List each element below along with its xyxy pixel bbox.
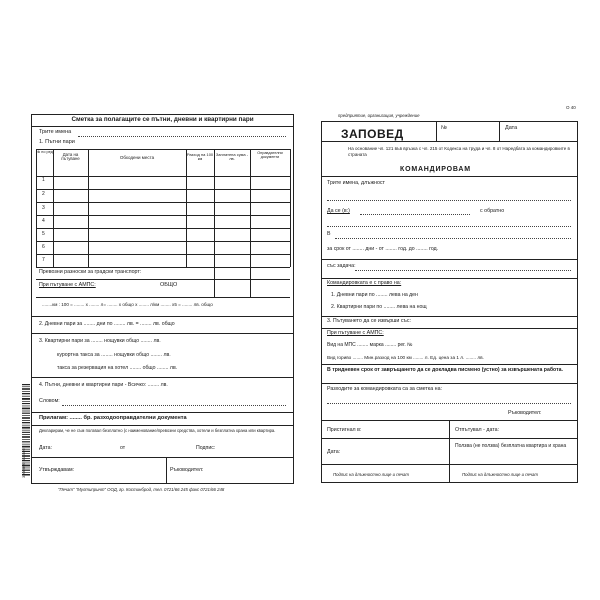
legal-basis: На основание чл. 121 във връзка с чл. 215 от Кодекса на труда и чл. 8 от Наредбата за командировките в страната xyxy=(348,146,570,157)
destination-line[interactable] xyxy=(360,214,470,215)
place-label: В xyxy=(327,231,331,237)
divider xyxy=(321,328,578,329)
row-number: 3 xyxy=(42,205,45,211)
divider xyxy=(36,279,290,280)
daily-allowance-line: 1. Дневни пари по ........ лева на ден xyxy=(331,292,418,298)
official-signature-label-2: Подпис на длъжностно лице и печат xyxy=(462,472,538,477)
row-number: 1 xyxy=(42,177,45,183)
daily-money-line: 2. Дневни пари за ........ дни по ........ лв. = ........ лв. общо xyxy=(39,321,175,327)
date-label: Дата: xyxy=(39,445,52,451)
row-number: 4 xyxy=(42,218,45,224)
order-title: ЗАПОВЕД xyxy=(341,127,404,141)
report-instruction: В тридневен срок от завръщането да се докладва писмено (устно) за извършената работа. xyxy=(327,367,563,373)
destination-label: Да се (в:) xyxy=(327,208,350,214)
order-number-label: № xyxy=(441,125,447,131)
col-header-no: № по ред xyxy=(36,150,53,154)
col-header-used: Заплатена сума - лв. xyxy=(215,152,249,161)
col-header-date: Дата на пътуване xyxy=(61,152,80,162)
form-code: О 40 xyxy=(566,105,576,110)
divider xyxy=(31,333,294,334)
table-row[interactable] xyxy=(36,215,290,216)
names-line[interactable] xyxy=(78,136,286,137)
divider xyxy=(321,438,578,439)
ampc-label-right: При пътуване с АМПС: xyxy=(327,330,384,336)
row-number: 2 xyxy=(42,191,45,197)
entitlements-label: Командировката е с право на: xyxy=(327,280,402,286)
table-row[interactable] xyxy=(36,267,290,268)
expenses-line[interactable] xyxy=(327,403,571,404)
purpose-line[interactable] xyxy=(327,226,571,227)
free-lodging-label: Ползва (не ползва) безплатна квартира и храна xyxy=(455,443,567,449)
col-divider xyxy=(499,121,500,141)
task-line[interactable] xyxy=(355,270,571,271)
attachments-line: Прилагам: ........ бр. разходооправдателни документа xyxy=(39,415,187,421)
col-divider xyxy=(186,149,187,267)
transport-label: Превозни разноски за градски транспорт: xyxy=(39,269,142,275)
resort-tax-line: курортна такса за ........ нощувки общо ........ лв. xyxy=(57,352,171,358)
manager-label: Ръководител: xyxy=(170,467,204,473)
col-header-places: Обходени места xyxy=(119,155,155,160)
table-row[interactable] xyxy=(36,202,290,203)
divider xyxy=(321,278,578,279)
total-all-line: 4. Пътни, дневни и квартирни пари - Всичко: ........ лв. xyxy=(39,382,168,388)
declaration-text: Декларирам, че не съм ползвал безплатно (с наименование/превозни средства, хотели и безплатна храна или квартира. xyxy=(39,428,276,433)
signature-label: Подпис: xyxy=(196,445,216,451)
task-label: със задача: xyxy=(327,263,356,269)
ampc-label: При пътуване с АМПС: xyxy=(39,282,96,288)
place-line[interactable] xyxy=(335,238,571,239)
table-row[interactable] xyxy=(36,254,290,255)
names-label: Трите имена xyxy=(39,129,72,135)
col-divider xyxy=(436,121,437,141)
names-position-label: Трите имена, длъжност xyxy=(327,180,385,186)
divider xyxy=(31,425,294,426)
fuel-line: Вид гориво ........ Мин.разход на 100 км ........ л. Ед. цена за 1 л. ........ лв. xyxy=(327,355,484,360)
col-header-cost: Разход на 100 км xyxy=(186,152,214,161)
printer-footer: "Печат" "Мултипринт" ООД, гр. Костинброд, тел. 0721/66 245 факс 0721/66 248 xyxy=(58,487,225,492)
travel-money-heading: 1. Пътни пари xyxy=(39,139,75,145)
col-divider xyxy=(214,149,215,297)
header-bottom xyxy=(36,176,290,177)
in-words-line[interactable] xyxy=(62,405,286,406)
in-words-label: Словом: xyxy=(39,398,60,404)
row-number: 7 xyxy=(42,257,45,263)
col-divider xyxy=(290,149,291,267)
transport-mode-label: 3. Пътуването да се извърши със: xyxy=(327,318,411,324)
lodging-line: 3. Квартирни пари за ........ нощувки общо ........ лв. xyxy=(39,338,161,344)
organization-caption: предприятие, организация, учреждение xyxy=(338,113,420,118)
departed-label: Отпътувал - дата: xyxy=(455,427,500,433)
col-divider xyxy=(166,457,167,484)
col-divider xyxy=(36,149,37,267)
divider xyxy=(321,383,578,384)
total-label: ОБЩО xyxy=(160,282,178,288)
names-position-line[interactable] xyxy=(327,200,571,201)
row-number: 5 xyxy=(42,231,45,237)
km-formula: ........км : 100 = ........ х ........ л= ........ х общо х ........ л/км ........ х5 = ........ лв. общо xyxy=(42,302,213,307)
divider xyxy=(321,259,578,260)
col-divider xyxy=(53,149,54,267)
approved-label: Утвърждавам: xyxy=(39,467,75,473)
arrived-label: Пристигнал в: xyxy=(327,427,362,433)
divider xyxy=(31,126,294,127)
barcode-number: 3800009 411086 xyxy=(21,448,26,478)
expenses-label: Разходите за командировката са за сметка на: xyxy=(327,386,443,392)
col-header-docs: Оправдателни документи xyxy=(257,151,283,159)
divider xyxy=(31,412,294,413)
col-divider xyxy=(250,149,251,297)
table-top xyxy=(36,149,290,150)
left-form-title: Сметка за полагащите се пътни, дневни и квартирни пари xyxy=(71,116,254,123)
table-row[interactable] xyxy=(36,241,290,242)
table-row[interactable] xyxy=(36,189,290,190)
from-label: от xyxy=(120,445,126,451)
divider xyxy=(36,297,290,298)
komandirovam: КОМАНДИРОВАМ xyxy=(400,166,471,173)
manager-label-right: Ръководител: xyxy=(508,410,542,416)
divider xyxy=(31,377,294,378)
official-signature-label: Подпис на длъжностно лице и печат xyxy=(333,472,409,477)
vehicle-line: Вид на МПС ........ марка ........ рег. № xyxy=(327,342,413,348)
divider xyxy=(321,316,578,317)
divider xyxy=(321,464,578,465)
period-line: за срок от ........ дни - от ........ год. до ........ год. xyxy=(327,246,439,252)
table-row[interactable] xyxy=(36,228,290,229)
divider xyxy=(31,457,294,458)
divider xyxy=(321,176,578,177)
row-number: 6 xyxy=(42,244,45,250)
return-label: с обратно xyxy=(480,208,505,214)
divider xyxy=(31,316,294,317)
col-divider xyxy=(449,420,450,483)
date-label-right: Дата: xyxy=(327,449,341,455)
divider xyxy=(321,364,578,365)
divider xyxy=(321,141,578,142)
reservation-line: такса за резервация на хотел ........ общо ........ лв. xyxy=(57,365,178,371)
order-date-label: Дата xyxy=(505,125,518,131)
lodging-allowance-line: 2. Квартирни пари по ........ лева на нощ xyxy=(331,304,427,310)
col-divider xyxy=(88,149,89,267)
